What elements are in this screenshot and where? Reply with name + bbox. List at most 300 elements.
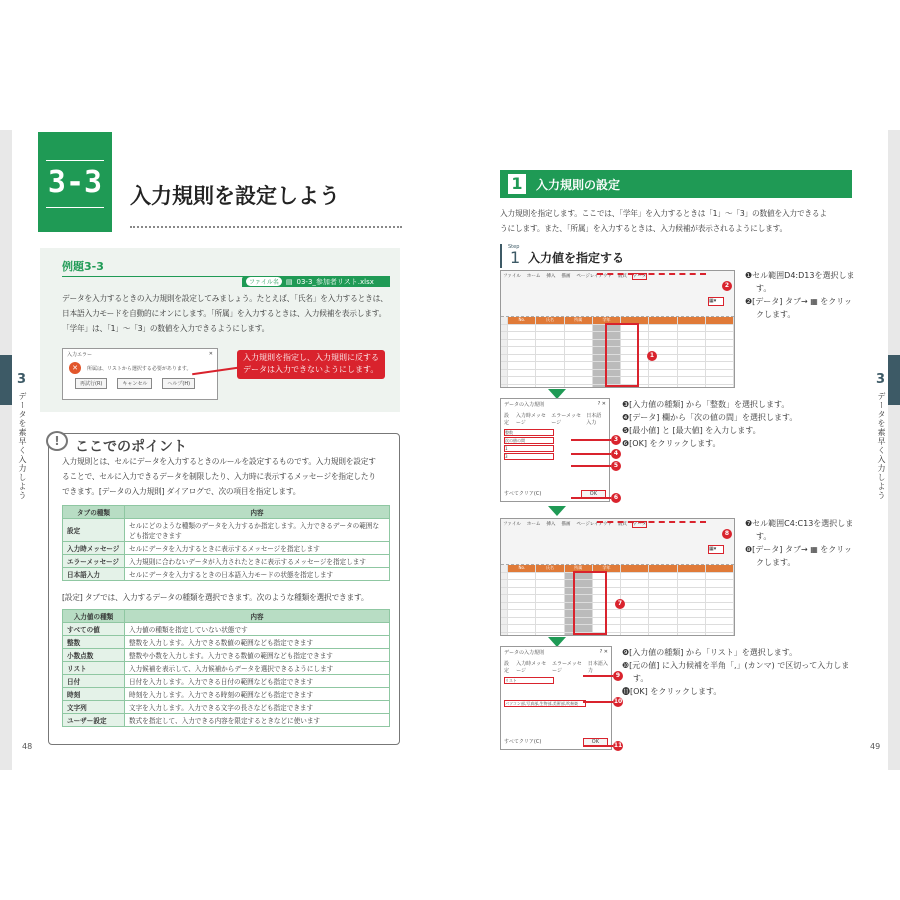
cell[interactable] <box>649 633 677 637</box>
cell[interactable] <box>565 340 593 347</box>
table2-intro: [設定] タブでは、入力するデータの種類を選択できます。次のような種類を選択できます。 <box>62 593 369 602</box>
cell[interactable] <box>706 588 734 595</box>
row-key: 小数点数 <box>63 649 125 662</box>
cell[interactable] <box>706 618 734 625</box>
cell[interactable] <box>649 340 677 347</box>
sheet-row <box>501 573 734 581</box>
example-line: データを入力するときの入力規則を設定してみましょう。たとえば、「氏名」を入力するときは、 <box>62 294 388 303</box>
ribbon-tab[interactable]: ホーム <box>526 274 541 279</box>
sheet-row <box>501 633 734 637</box>
cell[interactable] <box>678 610 706 617</box>
ribbon-tab[interactable]: 描画 <box>561 522 571 527</box>
marker-leader <box>571 439 611 441</box>
instruction: ❻[OK] をクリックします。 <box>622 439 721 448</box>
cell[interactable] <box>621 625 649 632</box>
callout-line: データは入力できないようにします。 <box>243 365 379 374</box>
point-body <box>62 454 376 499</box>
step-label: Step <box>508 244 520 250</box>
cell[interactable] <box>536 385 564 389</box>
cell[interactable] <box>649 385 677 389</box>
cell[interactable] <box>706 340 734 347</box>
section-number: 1 <box>508 174 526 194</box>
row-key: 設定 <box>63 519 125 542</box>
cell[interactable] <box>678 595 706 602</box>
cell[interactable] <box>536 347 564 354</box>
left-margin-band <box>0 130 12 770</box>
cell[interactable] <box>565 362 593 369</box>
file-label: ファイル名 <box>246 277 282 286</box>
row-desc: 文字を入力します。入力できる文字の長さなども指定できます <box>125 701 390 714</box>
cell[interactable] <box>508 385 536 389</box>
ribbon-tab[interactable]: ファイル <box>503 274 521 279</box>
cell[interactable] <box>678 370 706 377</box>
cell[interactable] <box>706 573 734 580</box>
point-line: できます。[データの入力規則] ダイアログで、次の項目を指定します。 <box>62 487 301 496</box>
row-desc: セルにデータを入力するときの日本語入力モードの状態を指定します <box>125 568 390 581</box>
step-number: 1 <box>510 248 521 267</box>
cell[interactable] <box>536 580 564 587</box>
cancel-button[interactable]: キャンセル <box>117 378 152 389</box>
cell[interactable] <box>649 603 677 610</box>
data-select[interactable]: 次の値の間 <box>504 437 554 444</box>
cell[interactable] <box>649 332 677 339</box>
table-row <box>63 649 390 662</box>
cell[interactable] <box>536 618 564 625</box>
row-desc: 日付を入力します。入力できる日付の範囲なども指定できます <box>125 675 390 688</box>
cell[interactable] <box>536 340 564 347</box>
excel-screenshot-1 <box>500 270 735 388</box>
row-desc: 入力値の種類を指定していない状態です <box>125 623 390 636</box>
cell[interactable] <box>536 603 564 610</box>
cell[interactable] <box>565 347 593 354</box>
down-arrow <box>548 506 566 516</box>
cell[interactable] <box>678 347 706 354</box>
side-chapter-label: データを素早く入力しよう <box>18 392 27 500</box>
excel-ribbon <box>501 271 734 317</box>
cell[interactable] <box>678 332 706 339</box>
cell[interactable] <box>565 377 593 384</box>
cell[interactable] <box>536 332 564 339</box>
cell[interactable] <box>706 377 734 384</box>
type-select[interactable]: リスト <box>504 677 554 684</box>
column-header: 所属 <box>565 565 593 572</box>
cell[interactable] <box>621 573 649 580</box>
close-icon[interactable]: ? ✕ <box>599 649 608 655</box>
cell[interactable] <box>621 595 649 602</box>
marker-5: 5 <box>611 461 621 471</box>
cell[interactable] <box>678 385 706 389</box>
instruction: ❷[データ] タブ→ ▦ をクリックします。 <box>745 297 852 319</box>
table-header-row <box>63 506 390 519</box>
column-header: No. <box>508 317 536 324</box>
sheet-row <box>501 565 734 573</box>
marker-8: 8 <box>722 529 732 539</box>
cell[interactable] <box>649 618 677 625</box>
cell[interactable] <box>508 603 536 610</box>
marker-4: 4 <box>611 449 621 459</box>
ribbon-tab[interactable]: 数式 <box>617 522 627 527</box>
instruction: ❿[元の値] に入力候補を半角「,」(カンマ) で区切って入力します。 <box>622 661 850 683</box>
cell[interactable] <box>706 332 734 339</box>
instruction: ❶セル範囲D4:D13を選択します。 <box>745 271 855 293</box>
chapter-side-tab-right[interactable] <box>888 355 900 405</box>
title-divider <box>130 226 402 228</box>
close-icon[interactable]: ? ✕ <box>597 401 606 407</box>
side-chapter-number: 3 <box>17 372 27 387</box>
table-row <box>63 555 390 568</box>
cell[interactable] <box>678 325 706 332</box>
cell[interactable] <box>536 377 564 384</box>
chapter-side-tab[interactable] <box>0 355 12 405</box>
marker-2: 2 <box>722 281 732 291</box>
dialog-message: 所属は、リストから選択する必要があります。 <box>87 365 192 372</box>
cell[interactable] <box>649 573 677 580</box>
ok-button[interactable]: OK <box>583 738 608 746</box>
instructions-1-2 <box>745 269 857 321</box>
row-desc: 整数や小数を入力します。入力できる数値の範囲なども指定できます <box>125 649 390 662</box>
type-select[interactable]: 整数 <box>504 429 554 436</box>
dialog-title: 入力エラー <box>67 352 93 358</box>
cell[interactable] <box>565 370 593 377</box>
cell[interactable] <box>649 565 677 572</box>
ribbon-tab[interactable]: 描画 <box>561 274 571 279</box>
cell[interactable] <box>508 580 536 587</box>
column-header: 内容 <box>125 610 390 623</box>
cell[interactable] <box>706 610 734 617</box>
marker-6: 6 <box>611 493 621 503</box>
cell[interactable] <box>678 573 706 580</box>
ribbon-tab[interactable]: ページレイアウト <box>576 522 612 527</box>
row-desc: セルにどのような種類のデータを入力するか指定します。入力できるデータの範囲なども指定できます <box>125 519 390 542</box>
cell[interactable] <box>565 332 593 339</box>
chapter-number-box: 3-3 <box>38 132 112 232</box>
cell[interactable] <box>706 362 734 369</box>
callout-line: 入力規則を指定し、入力規則に反する <box>243 353 379 362</box>
cell[interactable] <box>678 377 706 384</box>
selected-range <box>573 571 607 635</box>
marker-10: 10 <box>613 698 623 705</box>
instruction: ❺[最小値] と [最大値] を入力します。 <box>622 426 761 435</box>
row-desc: セルにデータを入力するときに表示するメッセージを指定します <box>125 542 390 555</box>
ribbon-tab[interactable]: 挿入 <box>546 274 556 279</box>
cell[interactable] <box>649 588 677 595</box>
table-row <box>63 519 390 542</box>
data-validation-button[interactable]: ▦▾ <box>708 297 724 306</box>
cell[interactable] <box>565 385 593 389</box>
cell[interactable] <box>706 580 734 587</box>
dialog-tab[interactable]: 日本語入力 <box>586 413 602 426</box>
cell[interactable] <box>706 385 734 389</box>
cell[interactable] <box>678 355 706 362</box>
excel-screenshot-2 <box>500 518 735 636</box>
cell[interactable] <box>508 595 536 602</box>
cell[interactable] <box>706 317 734 324</box>
sheet-row <box>501 588 734 596</box>
cell[interactable] <box>649 610 677 617</box>
sheet-row <box>501 618 734 626</box>
data-validation-button[interactable]: ▦▾ <box>708 545 724 554</box>
dialog-tab[interactable]: エラーメッセージ <box>552 661 582 674</box>
cell[interactable] <box>508 347 536 354</box>
row-desc: 入力規則に合わないデータが入力されたときに表示するメッセージを指定します <box>125 555 390 568</box>
side-chapter-number-right: 3 <box>876 372 886 387</box>
ribbon-tab[interactable]: データ <box>632 274 647 279</box>
example-body <box>62 291 388 336</box>
cell[interactable] <box>649 317 677 324</box>
cell[interactable] <box>649 370 677 377</box>
retry-button[interactable]: 再試行(R) <box>75 378 107 389</box>
cell[interactable] <box>706 325 734 332</box>
table-row <box>63 688 390 701</box>
instructions-9-11 <box>622 646 857 698</box>
exclamation-icon: ! <box>46 431 68 451</box>
column-header: 入力値の種類 <box>63 610 125 623</box>
cell[interactable] <box>621 588 649 595</box>
section-title: 入力規則の設定 <box>536 177 621 192</box>
excel-file-icon: ▤ <box>285 277 293 286</box>
instruction: ❹[データ] 欄から「次の値の間」を選択します。 <box>622 413 798 422</box>
ribbon-tab[interactable]: データ <box>632 522 647 527</box>
table-row <box>63 662 390 675</box>
cell[interactable] <box>536 610 564 617</box>
row-desc: 入力候補を表示して、入力候補からデータを選択できるようにします <box>125 662 390 675</box>
row-key: 日本語入力 <box>63 568 125 581</box>
cell[interactable] <box>508 610 536 617</box>
instruction: ⓫[OK] をクリックします。 <box>622 687 722 696</box>
close-icon[interactable]: ✕ <box>208 351 213 357</box>
cell[interactable] <box>508 355 536 362</box>
page-number-left: 48 <box>22 742 33 751</box>
cell[interactable] <box>536 573 564 580</box>
ok-button[interactable]: OK <box>581 490 606 498</box>
point-line: ることで、セルに入力できるデータを制限したり、入力時に表示するメッセージを指定したり <box>62 472 376 481</box>
dialog-tab[interactable]: 設定 <box>504 413 510 426</box>
marker-11: 11 <box>613 742 623 749</box>
step-heading <box>500 244 625 268</box>
cell[interactable] <box>678 603 706 610</box>
dialog-tab[interactable]: 入力時メッセージ <box>515 413 546 426</box>
dialog-tab[interactable]: 入力時メッセージ <box>516 661 547 674</box>
right-margin-band <box>888 130 900 770</box>
clear-all-button[interactable]: すべてクリア(C) <box>504 491 542 497</box>
cell[interactable] <box>508 325 536 332</box>
point-title: ここでのポイント <box>75 439 187 455</box>
data-validation-dialog-1 <box>500 398 619 502</box>
cell[interactable] <box>678 618 706 625</box>
cell[interactable] <box>706 603 734 610</box>
ribbon-tab[interactable]: 数式 <box>617 274 627 279</box>
marker-9: 9 <box>613 671 623 681</box>
cell[interactable] <box>536 588 564 595</box>
sheet-row <box>501 580 734 588</box>
row-key: ユーザー設定 <box>63 714 125 727</box>
marker-7: 7 <box>615 599 625 609</box>
row-key: 文字列 <box>63 701 125 714</box>
column-header: 学年 <box>593 317 621 324</box>
instruction: ❼セル範囲C4:C13を選択します。 <box>745 519 854 541</box>
table-row <box>63 675 390 688</box>
dialog-tab[interactable]: 日本語入力 <box>587 661 608 674</box>
table-row <box>63 701 390 714</box>
cell[interactable] <box>508 370 536 377</box>
column-header: タブの種類 <box>63 506 125 519</box>
dialog-title: データの入力規則 <box>504 650 545 656</box>
cell[interactable] <box>678 340 706 347</box>
cell[interactable] <box>706 633 734 637</box>
highlight-dash <box>597 521 706 523</box>
cell[interactable] <box>508 377 536 384</box>
dialog-tab[interactable]: エラーメッセージ <box>551 413 581 426</box>
column-header: No. <box>508 565 536 572</box>
cell[interactable] <box>536 625 564 632</box>
ribbon-tab[interactable]: ページレイアウト <box>576 274 612 279</box>
callout <box>237 350 385 379</box>
ribbon-tab[interactable]: 挿入 <box>546 522 556 527</box>
cell[interactable] <box>678 317 706 324</box>
ribbon-tab[interactable]: ホーム <box>526 522 541 527</box>
table-row <box>63 568 390 581</box>
marker-leader <box>583 675 613 677</box>
source-input[interactable]: パソコン部,写真部,生物部,美術部,吹奏楽 <box>504 700 586 707</box>
ribbon-tab[interactable]: ファイル <box>503 522 521 527</box>
cell[interactable] <box>649 580 677 587</box>
cell[interactable] <box>621 580 649 587</box>
cell[interactable] <box>565 355 593 362</box>
help-button[interactable]: ヘルプ(H) <box>162 378 195 389</box>
marker-3: 3 <box>611 435 621 445</box>
cell[interactable] <box>649 362 677 369</box>
cell[interactable] <box>706 355 734 362</box>
sheet-row <box>501 610 734 618</box>
column-header: 氏名 <box>536 565 564 572</box>
cell[interactable] <box>536 355 564 362</box>
cell[interactable] <box>678 362 706 369</box>
instruction: ❾[入力値の種類] から「リスト」を選択します。 <box>622 648 798 657</box>
row-key: 入力時メッセージ <box>63 542 125 555</box>
table-row <box>63 714 390 727</box>
cell[interactable] <box>508 573 536 580</box>
marker-leader <box>583 701 613 703</box>
row-key: 日付 <box>63 675 125 688</box>
cell[interactable] <box>649 625 677 632</box>
cell[interactable] <box>536 325 564 332</box>
marker-leader <box>571 465 611 467</box>
point-line: 入力規則とは、セルにデータを入力するときのルールを設定するものです。入力規則を設定す <box>62 457 376 466</box>
error-icon: ✕ <box>69 362 81 374</box>
table-row <box>63 636 390 649</box>
cell[interactable] <box>706 347 734 354</box>
row-key: すべての値 <box>63 623 125 636</box>
cell[interactable] <box>565 325 593 332</box>
example-heading: 例題3-3 <box>62 260 104 273</box>
example-line: 日本語入力モードを自動的にオンにします。「所属」を入力するときは、入力候補を表示します。 <box>62 309 387 318</box>
section-intro <box>500 206 827 236</box>
table-row <box>63 623 390 636</box>
column-header: 氏名 <box>536 317 564 324</box>
excel-ribbon <box>501 519 734 565</box>
cell[interactable] <box>508 332 536 339</box>
cell[interactable] <box>621 565 649 572</box>
intro-line: 入力規則を指定します。ここでは、「学年」を入力するときは「1」～「3」の数値を入力できるよ <box>500 209 827 218</box>
cell[interactable] <box>536 633 564 637</box>
marker-1: 1 <box>647 351 657 361</box>
min-input[interactable]: 1 <box>504 445 554 452</box>
file-name: 03-3_参加者リスト.xlsx <box>296 277 374 286</box>
tab-types-table <box>62 505 390 581</box>
cell[interactable] <box>621 603 649 610</box>
marker-leader <box>571 453 611 455</box>
instruction: ❸[入力値の種類] から「整数」を選択します。 <box>622 400 790 409</box>
cell[interactable] <box>678 565 706 572</box>
cell[interactable] <box>508 340 536 347</box>
cell[interactable] <box>508 625 536 632</box>
step-title: 入力値を指定する <box>528 251 625 265</box>
cell[interactable] <box>706 625 734 632</box>
highlight-dash <box>597 273 706 275</box>
cell[interactable] <box>678 580 706 587</box>
instruction: ❽[データ] タブ→ ▦ をクリックします。 <box>745 545 852 567</box>
cell[interactable] <box>621 618 649 625</box>
cell[interactable] <box>678 588 706 595</box>
instructions-7-8 <box>745 517 857 569</box>
cell[interactable] <box>536 362 564 369</box>
cell[interactable] <box>649 325 677 332</box>
dialog-tab[interactable]: 設定 <box>504 661 510 674</box>
clear-all-button[interactable]: すべてクリア(C) <box>504 739 542 745</box>
column-header: 学年 <box>593 565 621 572</box>
data-validation-dialog-2 <box>500 646 623 750</box>
input-types-table <box>62 609 390 727</box>
cell[interactable] <box>706 595 734 602</box>
cell[interactable] <box>536 595 564 602</box>
table-header-row <box>63 610 390 623</box>
side-chapter-label-right: データを素早く入力しよう <box>877 392 886 500</box>
cell[interactable] <box>508 633 536 637</box>
cell[interactable] <box>621 610 649 617</box>
sheet-row <box>501 625 734 633</box>
cell[interactable] <box>508 588 536 595</box>
cell[interactable] <box>536 370 564 377</box>
max-input[interactable]: 3 <box>504 453 554 460</box>
marker-leader <box>583 745 613 747</box>
cell[interactable] <box>508 618 536 625</box>
intro-line: うにします。また、「所属」を入力するときは、入力候補が表示されるようにします。 <box>500 224 787 233</box>
cell[interactable] <box>649 377 677 384</box>
row-key: エラーメッセージ <box>63 555 125 568</box>
row-key: 時刻 <box>63 688 125 701</box>
cell[interactable] <box>706 565 734 572</box>
row-desc: 整数を入力します。入力できる数値の範囲なども指定できます <box>125 636 390 649</box>
instructions-3-6 <box>622 398 862 450</box>
column-header: 内容 <box>125 506 390 519</box>
cell[interactable] <box>706 370 734 377</box>
row-desc: 時刻を入力します。入力できる時刻の範囲なども指定できます <box>125 688 390 701</box>
file-name-badge <box>242 276 390 287</box>
cell[interactable] <box>678 625 706 632</box>
cell[interactable] <box>649 595 677 602</box>
selected-range <box>605 323 639 387</box>
cell[interactable] <box>508 362 536 369</box>
page-number-right: 49 <box>870 742 881 751</box>
cell[interactable] <box>621 633 649 637</box>
row-key: リスト <box>63 662 125 675</box>
example-line: 「学年」は、「1」～「3」の数値を入力できるようにします。 <box>62 324 270 333</box>
cell[interactable] <box>678 633 706 637</box>
row-desc: 数式を指定して、入力できる内容を限定するときなどに使います <box>125 714 390 727</box>
page-title: 入力規則を設定しよう <box>130 184 340 208</box>
marker-leader <box>571 497 611 499</box>
column-header: 所属 <box>565 317 593 324</box>
